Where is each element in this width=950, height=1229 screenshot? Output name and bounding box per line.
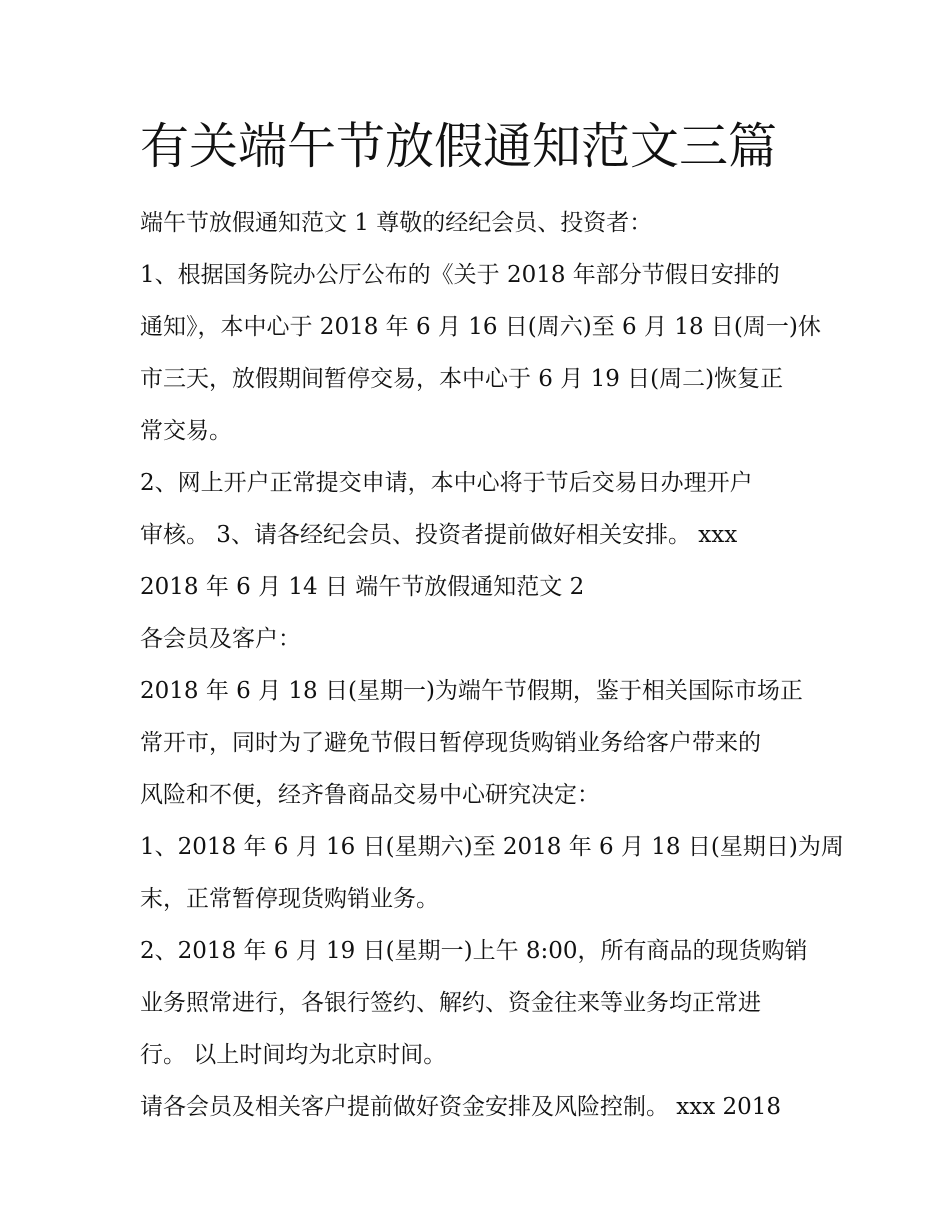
body-line: 1、根据国务院办公厅公布的《关于 2018 年部分节假日安排的	[140, 262, 780, 288]
body-line: 端午节放假通知范文 1 尊敬的经纪会员、投资者：	[140, 210, 653, 236]
document-body	[140, 197, 844, 1133]
body-line: 2、网上开户正常提交申请，本中心将于节后交易日办理开户	[140, 470, 753, 496]
body-line: 请各会员及相关客户提前做好资金安排及风险控制。 xxx 2018	[140, 1094, 782, 1120]
body-line: 业务照常进行，各银行签约、解约、资金往来等业务均正常进	[140, 990, 761, 1016]
body-line: 审核。 3、请各经纪会员、投资者提前做好相关安排。 xxx	[140, 522, 738, 548]
body-line: 末，正常暂停现货购销业务。	[140, 886, 439, 912]
body-line: 1、2018 年 6 月 16 日(星期六)至 2018 年 6 月 18 日(星期日)为周	[140, 834, 844, 860]
body-line: 行。 以上时间均为北京时间。	[140, 1042, 447, 1068]
document-title: 有关端午节放假通知范文三篇	[140, 118, 778, 175]
body-line: 通知》，本中心于 2018 年 6 月 16 日(周六)至 6 月 18 日(周一)休	[140, 314, 821, 340]
body-line: 风险和不便，经齐鲁商品交易中心研究决定：	[140, 782, 600, 808]
body-line: 常开市，同时为了避免节假日暂停现货购销业务给客户带来的	[140, 730, 761, 756]
body-line: 市三天，放假期间暂停交易，本中心于 6 月 19 日(周二)恢复正	[140, 366, 784, 392]
body-line: 2018 年 6 月 14 日 端午节放假通知范文 2	[140, 574, 585, 600]
body-line: 常交易。	[140, 418, 232, 444]
body-line: 2、2018 年 6 月 19 日(星期一)上午 8:00，所有商品的现货购销	[140, 938, 808, 964]
body-line: 2018 年 6 月 18 日(星期一)为端午节假期，鉴于相关国际市场正	[140, 678, 803, 704]
body-line: 各会员及客户：	[140, 626, 301, 652]
